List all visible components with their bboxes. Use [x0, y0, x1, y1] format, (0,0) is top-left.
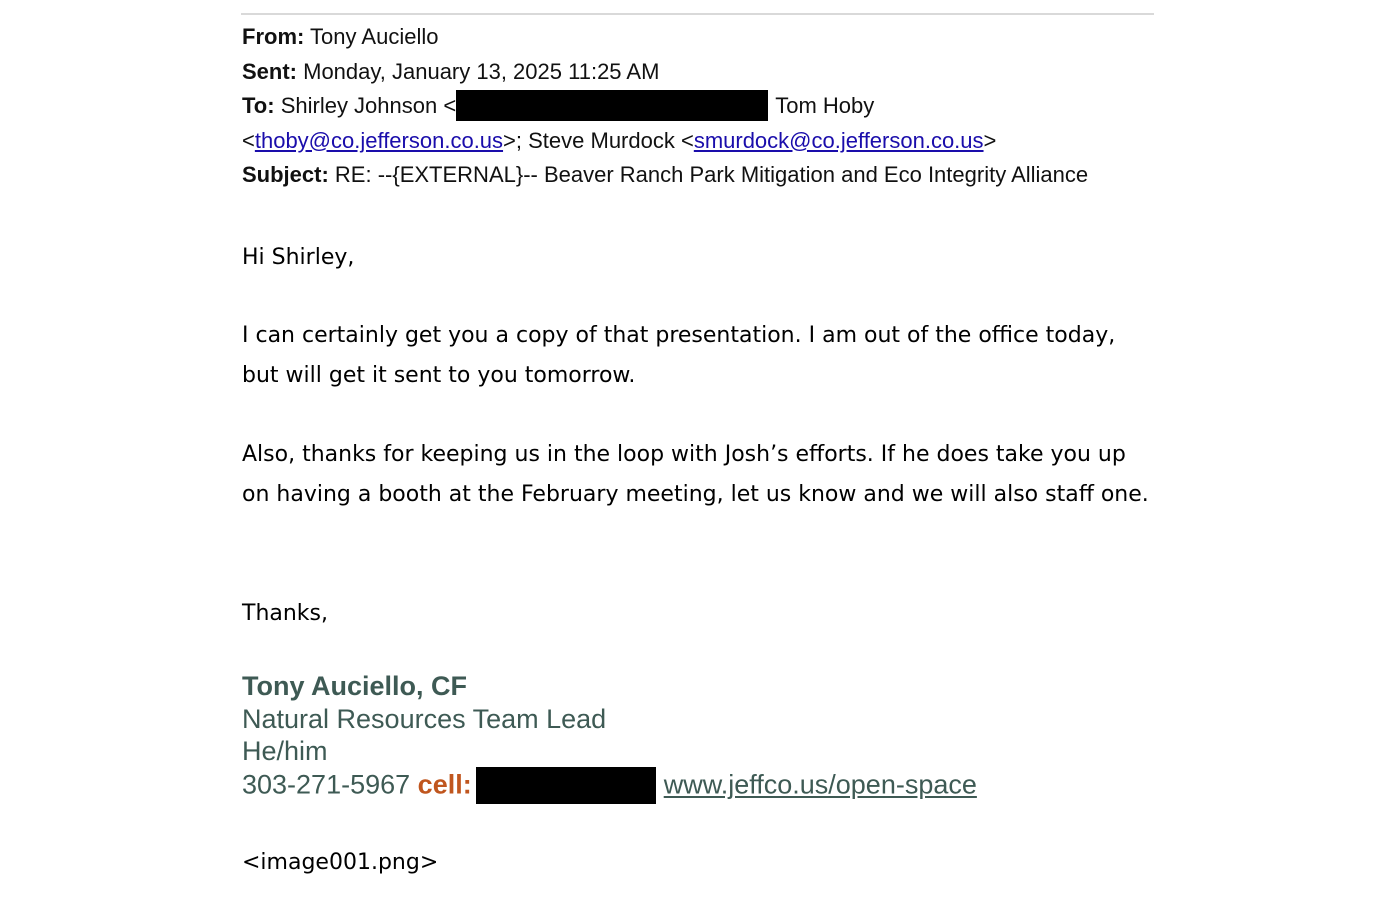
to-line [242, 89, 1162, 124]
tom-email-open: < [242, 127, 255, 153]
body-paragraph-1: I can certainly get you a copy of that presentation. I am out of the office today, but will get it sent to you tomorrow. [242, 323, 1116, 388]
to-recipient-tom: Tom Hoby [775, 93, 875, 118]
sent-line [242, 55, 1162, 90]
subject-value: RE: --{EXTERNAL}-- Beaver Ranch Park Mitigation and Eco Integrity Alliance [334, 162, 1089, 187]
body-paragraph-2: Also, thanks for keeping us in the loop with Josh’s efforts. If he does take you up on having a booth at the February meeting, let us know and we will also staff one. [242, 442, 1149, 507]
to-label: To: [242, 93, 275, 118]
redacted-cell-block [476, 767, 656, 804]
sent-value: Monday, January 13, 2025 11:25 AM [303, 58, 660, 84]
website-link[interactable]: www.jeffco.us/open-space [663, 769, 977, 800]
to-continued-line [242, 124, 1162, 159]
cell-label: cell: [417, 769, 472, 800]
redacted-email-block [456, 90, 768, 121]
signature-contact-line [242, 768, 977, 801]
to-recipient-shirley: Shirley Johnson < [280, 93, 457, 118]
steve-email-close: > [983, 127, 997, 153]
from-value: Tony Auciello [310, 24, 439, 49]
from-label: From: [242, 24, 305, 49]
subject-label: Subject: [242, 162, 329, 187]
signature-name: Tony Auciello, CF [242, 671, 468, 701]
sent-label: Sent: [242, 58, 297, 84]
header-divider [241, 13, 1154, 15]
steve-email-link[interactable]: smurdock@co.jefferson.co.us [693, 127, 984, 153]
signature-title: Natural Resources Team Lead [242, 703, 607, 734]
to-recipient-steve: >; Steve Murdock < [503, 127, 694, 153]
tom-email-link[interactable]: thoby@co.jefferson.co.us [254, 127, 504, 153]
subject-line [242, 158, 1162, 193]
email-header [242, 20, 1162, 193]
from-line [242, 20, 1162, 55]
signature-pronouns: He/him [242, 736, 328, 767]
greeting: Hi Shirley, [242, 245, 355, 270]
signature-phone: 303-271-5967 [242, 769, 411, 800]
closing: Thanks, [242, 601, 329, 626]
attachment-placeholder: <image001.png> [242, 850, 439, 875]
signature-block [242, 670, 977, 801]
